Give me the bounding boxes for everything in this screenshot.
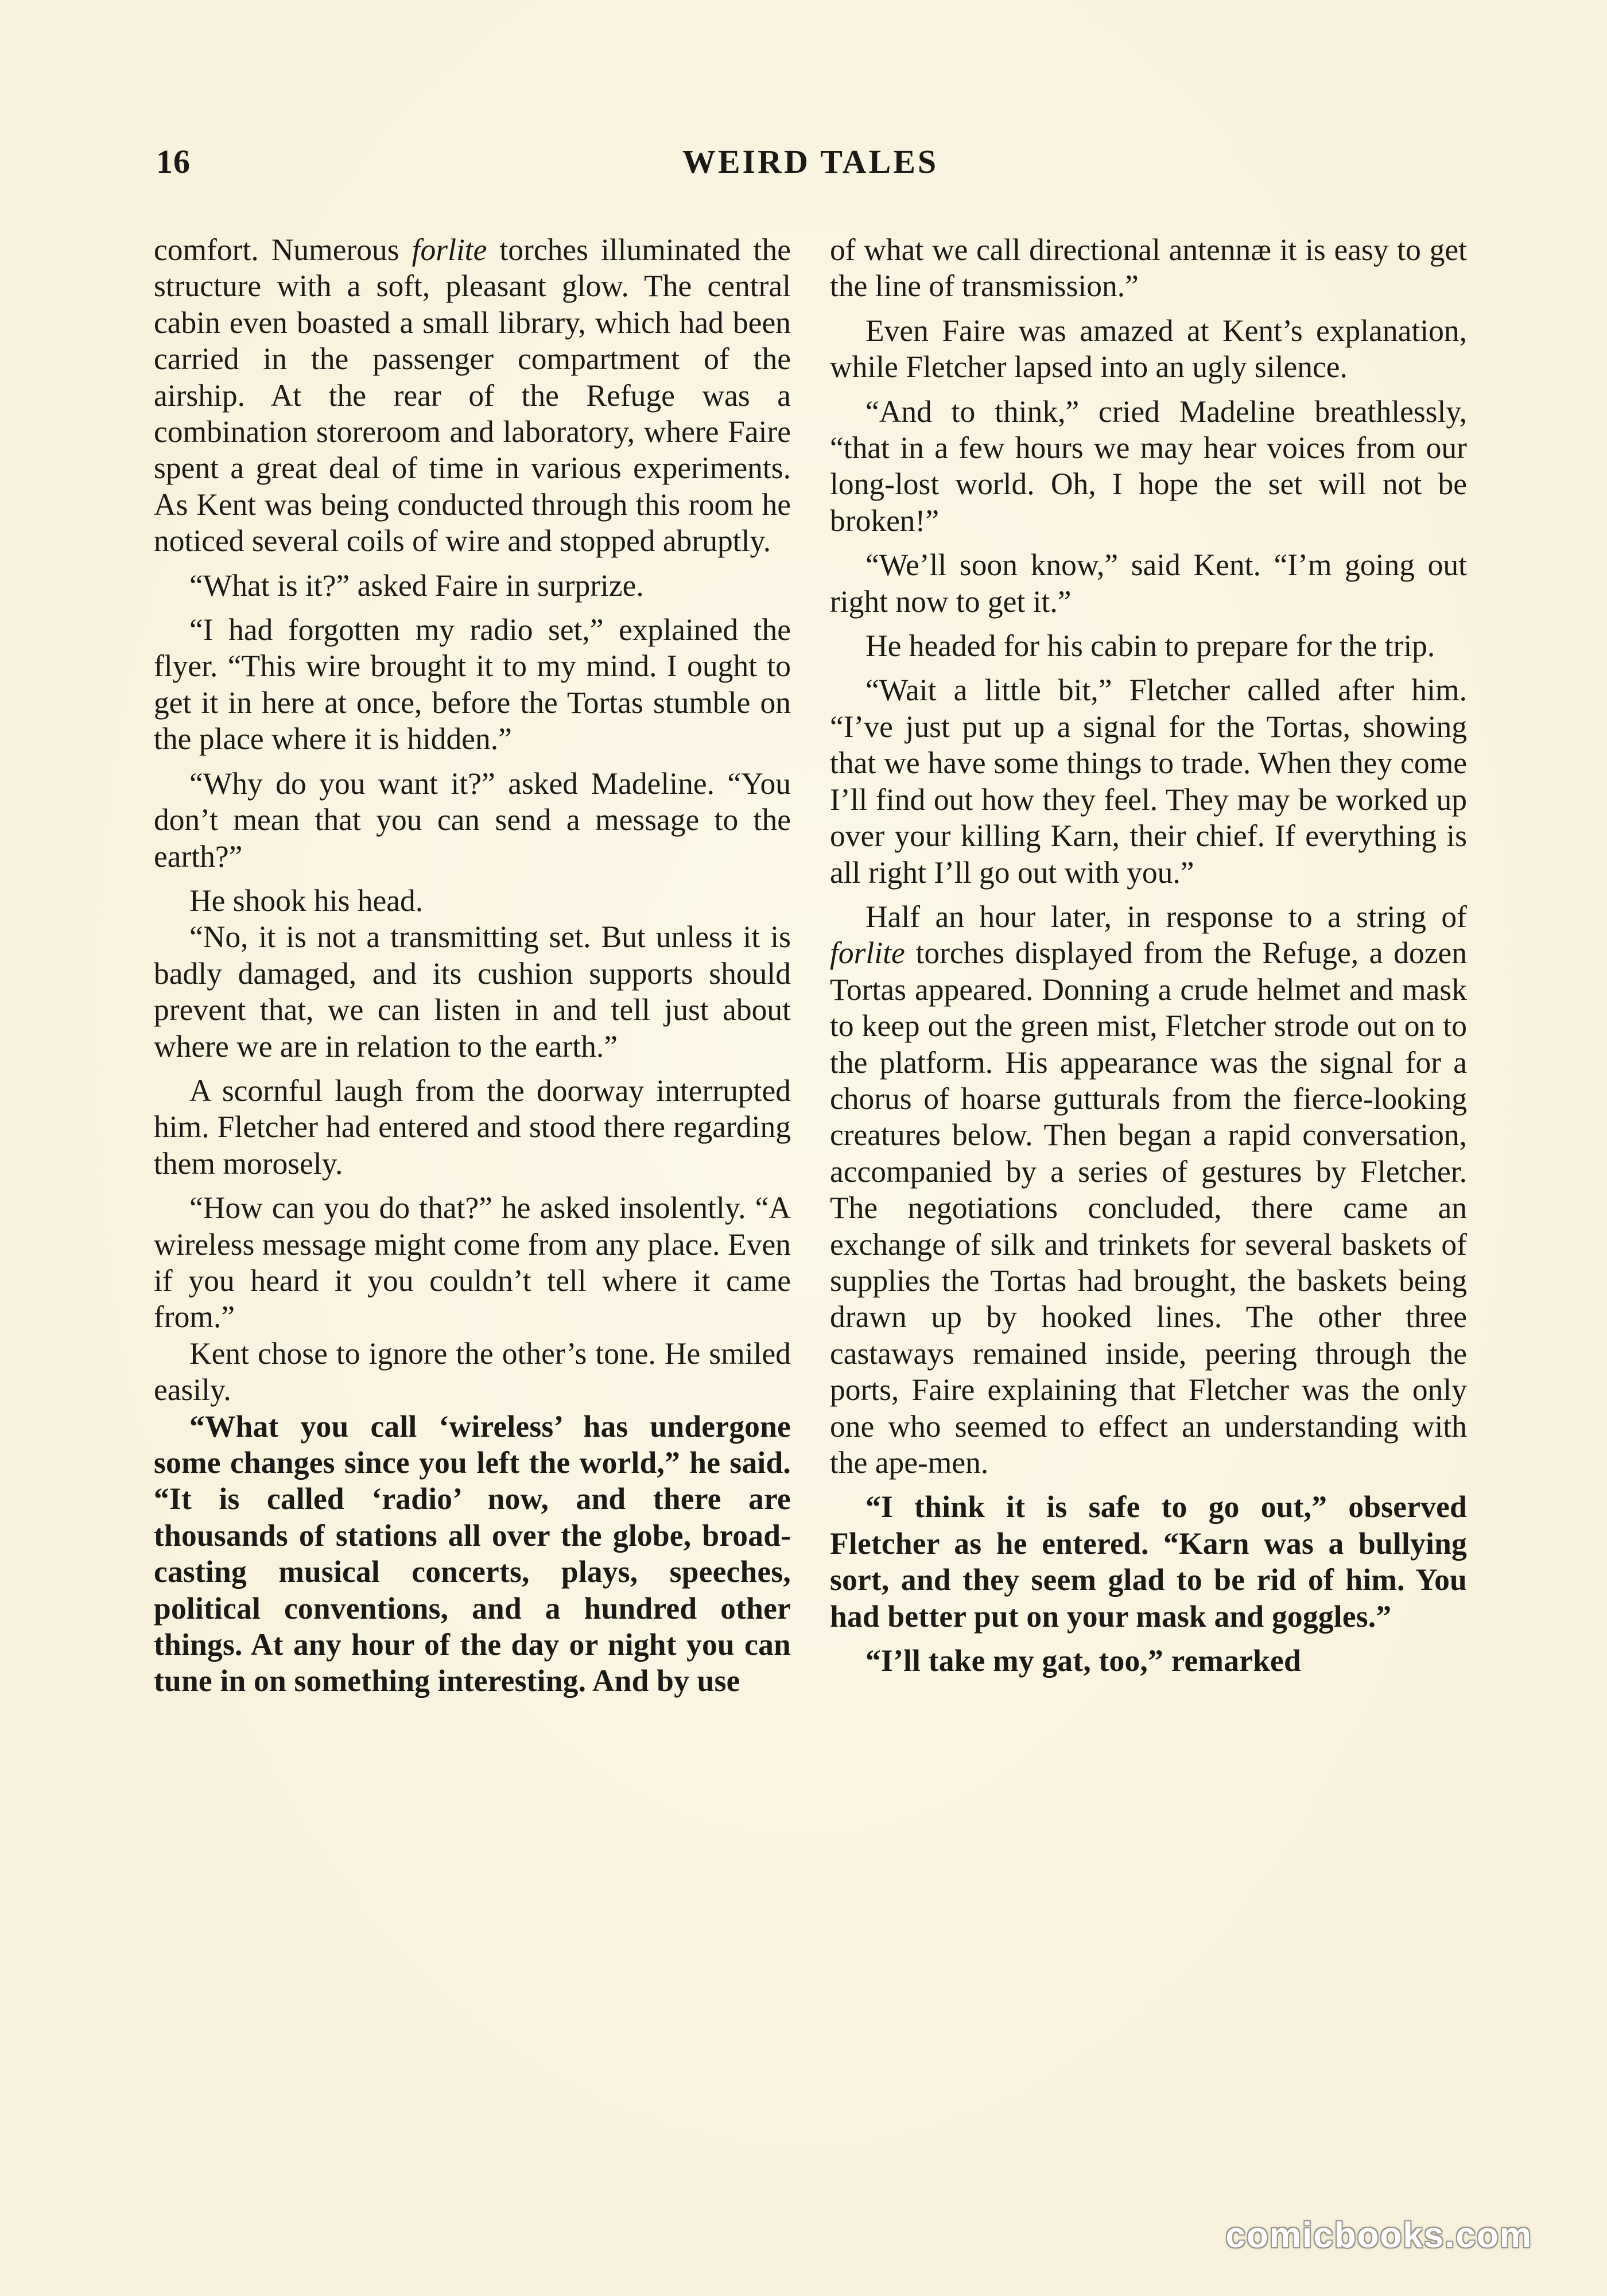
paragraph: “We’ll soon know,” said Kent. “I’m going out right now to get it.” bbox=[830, 548, 1467, 619]
paragraph: “I had forgotten my radio set,” explained the flyer. “This wire brought it to my mind. I ought to get it in here at once, before the Tortas stumble on the place where it is hidden.” bbox=[154, 612, 791, 757]
paragraph: Kent chose to ignore the other’s tone. He smiled easily. bbox=[154, 1336, 791, 1407]
page-number: 16 bbox=[156, 143, 191, 180]
paragraph: He headed for his cabin to prepare for the trip. bbox=[865, 629, 1435, 664]
running-head: WEIRD TALES bbox=[682, 143, 939, 180]
paragraph: “How can you do that?” he asked insolently. “A wireless message might come from any place. Even if you heard it you couldn’t tell where it came from.” bbox=[154, 1190, 791, 1335]
paragraph: He shook his head. bbox=[189, 883, 424, 918]
paragraph: A scornful laugh from the doorway interrupted him. Fletcher had entered and stood there regarding them morosely. bbox=[154, 1073, 791, 1181]
right-column bbox=[830, 232, 1467, 1687]
paragraph: “And to think,” cried Madeline breathlessly, “that in a few hours we may hear voices from our long-lost world. Oh, I hope the set will not be broken!” bbox=[830, 394, 1467, 538]
paragraph: “I think it is safe to go out,” observed Fletcher as he entered. “Karn was a bullying sort, and they seem glad to be rid of him. You had better put on your mask and goggles.” bbox=[830, 1490, 1467, 1634]
paragraph: “Why do you want it?” asked Madeline. “You don’t mean that you can send a message to the earth?” bbox=[154, 766, 791, 874]
italic-word: forlite bbox=[830, 936, 905, 971]
left-column bbox=[154, 232, 791, 1708]
paragraph: of what we call directional antennæ it is easy to get the line of transmission.” bbox=[830, 232, 1467, 304]
paragraph: comfort. Numerous forlite torches illuminated the structure with a soft, pleasant glow. The central cabin even boasted a small library, which had been carried in the passenger compartment of the airship. At the rear of the Refuge was a combination storeroom and laboratory, where Faire spent a great deal of time in various experiments. As Kent was being conducted through this room he noticed several coils of wire and stopped abruptly. bbox=[154, 232, 791, 559]
watermark: comicbooks.com bbox=[1225, 2216, 1532, 2255]
italic-word: forlite bbox=[412, 232, 487, 267]
paragraph: Even Faire was amazed at Kent’s explanation, while Fletcher lapsed into an ugly silence. bbox=[830, 313, 1467, 385]
paragraph: “No, it is not a transmitting set. But unless it is badly damaged, and its cushion supports should prevent that, we can listen in and tell just about where we are in relation to the earth.” bbox=[154, 920, 791, 1064]
paragraph: “What is it?” asked Faire in surprize. bbox=[189, 568, 644, 603]
paragraph: “I’ll take my gat, too,” remarked bbox=[865, 1643, 1301, 1678]
page-header bbox=[156, 142, 1465, 188]
paragraph: Half an hour later, in response to a string of forlite torches displayed from the Refuge, a dozen Tortas appeared. Donning a crude helmet and mask to keep out the green mist, Fletcher strode out on to the platform. His appearance was the signal for a chorus of hoarse gutturals from the fierce-looking creatures below. Then began a rapid conversation, accompanied by a series of gestures by Fletcher. The negotiations concluded, there came an exchange of silk and trinkets for several baskets of supplies the Tortas had brought, the baskets being drawn up by hooked lines. The other three castaways remained inside, peering through the ports, Faire explaining that Fletcher was the only one who seemed to effect an understanding with the ape-men. bbox=[830, 899, 1467, 1480]
paragraph: “What you call ‘wireless’ has undergone some changes since you left the world,” he said. “It is called ‘radio’ now, and there are thousands of stations all over the globe, broadcasting musical concerts, plays, speeches, political conventions, and a hundred other things. At any hour of the day or night you can tune in on something interesting. And by use bbox=[154, 1409, 791, 1698]
paragraph: “Wait a little bit,” Fletcher called after him. “I’ve just put up a signal for the Tortas, showing that we have some things to trade. When they come I’ll find out how they feel. They may be worked up over your killing Karn, their chief. If everything is all right I’ll go out with you.” bbox=[830, 673, 1467, 890]
